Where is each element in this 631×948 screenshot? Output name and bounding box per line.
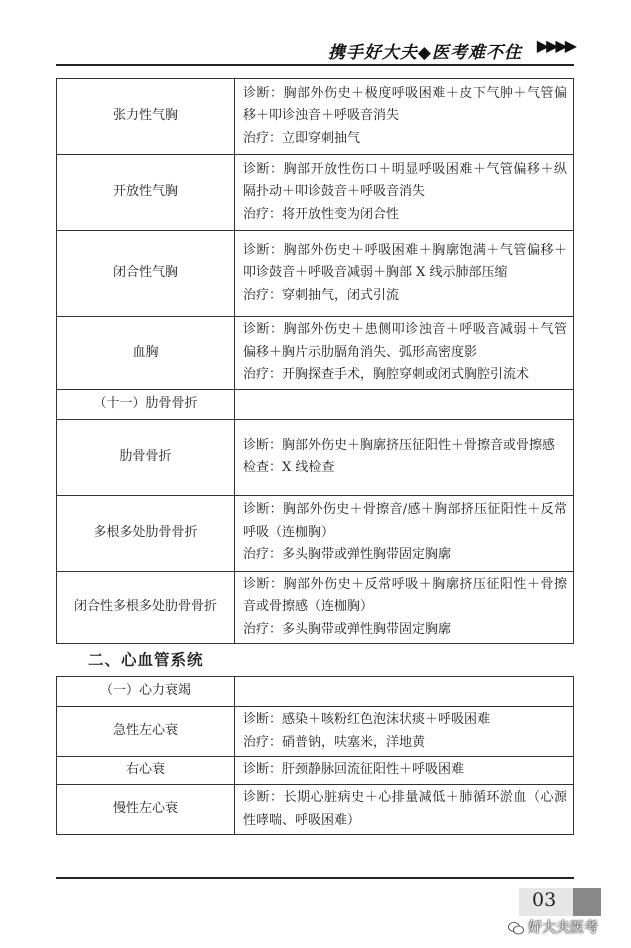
table-row xyxy=(57,677,574,707)
detail-line: 治疗：立即穿刺抽气 xyxy=(243,130,361,146)
wechat-icon xyxy=(508,922,524,935)
detail-line: 诊断：胸部外伤史＋骨擦音/感＋胸部挤压征阳性＋反常呼吸（连枷胸） xyxy=(243,502,567,540)
detail-line: 治疗：将开放性变为闭合性 xyxy=(243,206,400,222)
condition-detail xyxy=(235,757,574,785)
table-row xyxy=(57,155,574,231)
condition-name: 右心衰 xyxy=(57,757,235,785)
detail-line: 诊断：胸部外伤史＋患侧叩诊浊音＋呼吸音减弱＋气管偏移＋胸片示肋膈角消失、弧形高密度影 xyxy=(243,322,567,360)
table-row xyxy=(57,231,574,317)
header-rule xyxy=(56,64,574,66)
condition-detail xyxy=(235,571,574,644)
condition-name: 闭合性多根多处肋骨骨折 xyxy=(57,571,235,644)
condition-name: 张力性气胸 xyxy=(57,79,235,155)
detail-line: 诊断：长期心脏病史＋心排量减低＋肺循环淤血（心源性哮喘、呼吸困难） xyxy=(243,790,567,828)
table-row xyxy=(57,757,574,785)
table-row xyxy=(57,419,574,495)
table-row xyxy=(57,785,574,835)
condition-detail xyxy=(235,785,574,835)
page-number: 03 xyxy=(532,889,557,911)
page-header xyxy=(56,34,574,64)
condition-name: 血胸 xyxy=(57,317,235,390)
detail-line: 诊断：胸部外伤史＋反常呼吸＋胸廓挤压征阳性＋骨擦音或骨擦感（连枷胸） xyxy=(243,576,567,614)
condition-detail xyxy=(235,419,574,495)
condition-detail xyxy=(235,317,574,390)
condition-detail xyxy=(235,707,574,757)
condition-name: 闭合性气胸 xyxy=(57,231,235,317)
table-row xyxy=(57,707,574,757)
condition-detail xyxy=(235,155,574,231)
condition-detail xyxy=(235,677,574,707)
table-row xyxy=(57,317,574,390)
watermark xyxy=(508,917,598,937)
condition-name: 肋骨骨折 xyxy=(57,419,235,495)
condition-name: 急性左心衰 xyxy=(57,707,235,757)
table-row xyxy=(57,389,574,419)
detail-line: 治疗：多头胸带或弹性胸带固定胸廓 xyxy=(243,547,452,563)
condition-detail xyxy=(235,79,574,155)
table-row xyxy=(57,495,574,571)
condition-name: 慢性左心衰 xyxy=(57,785,235,835)
header-arrows: ▶▶▶▶ xyxy=(536,36,574,55)
condition-name: （十一）肋骨骨折 xyxy=(57,389,235,419)
condition-detail xyxy=(235,231,574,317)
detail-line: 诊断：胸部外伤史＋呼吸困难＋胸廓饱满＋气管偏移＋叩诊鼓音＋呼吸音减弱＋胸部 X 线示肺部压缩 xyxy=(243,242,567,281)
detail-line: 诊断：胸部开放性伤口＋明显呼吸困难＋气管偏移＋纵隔扑动＋叩诊鼓音＋呼吸音消失 xyxy=(243,161,567,200)
detail-line: 诊断：肝颈静脉回流征阳性＋呼吸困难 xyxy=(243,762,465,778)
header-title: 携手好大夫◆医考难不住 xyxy=(327,43,522,63)
detail-line: 治疗：多头胸带或弹性胸带固定胸廓 xyxy=(243,621,452,637)
condition-detail xyxy=(235,389,574,419)
detail-line: 检查：X 线检查 xyxy=(243,460,335,475)
condition-name: （一）心力衰竭 xyxy=(57,677,235,707)
condition-name: 多根多处肋骨骨折 xyxy=(57,495,235,571)
page-tab-accent xyxy=(573,888,601,916)
detail-line: 治疗：穿刺抽气，闭式引流 xyxy=(243,287,400,303)
injury-table xyxy=(56,78,574,644)
footer-rule xyxy=(56,877,574,879)
detail-line: 诊断：胸部外伤史＋极度呼吸困难＋皮下气肿＋气管偏移＋叩诊浊音＋呼吸音消失 xyxy=(243,85,567,124)
table-row xyxy=(57,571,574,644)
condition-name: 开放性气胸 xyxy=(57,155,235,231)
detail-line: 治疗：开胸探查手术，胸腔穿刺或闭式胸腔引流术 xyxy=(243,367,530,382)
detail-line: 诊断：感染＋咳粉红色泡沫状痰＋呼吸困难 xyxy=(243,712,491,727)
detail-line: 治疗：硝普钠，呋塞米，洋地黄 xyxy=(243,734,426,750)
cardio-table xyxy=(56,676,574,835)
table-row xyxy=(57,79,574,155)
section-title: 二、心血管系统 xyxy=(88,651,204,669)
watermark-text: 好大夫医考 xyxy=(528,920,598,936)
condition-detail xyxy=(235,495,574,571)
detail-line: 诊断：胸部外伤史＋胸廓挤压征阳性＋骨擦音或骨擦感 xyxy=(243,437,556,453)
